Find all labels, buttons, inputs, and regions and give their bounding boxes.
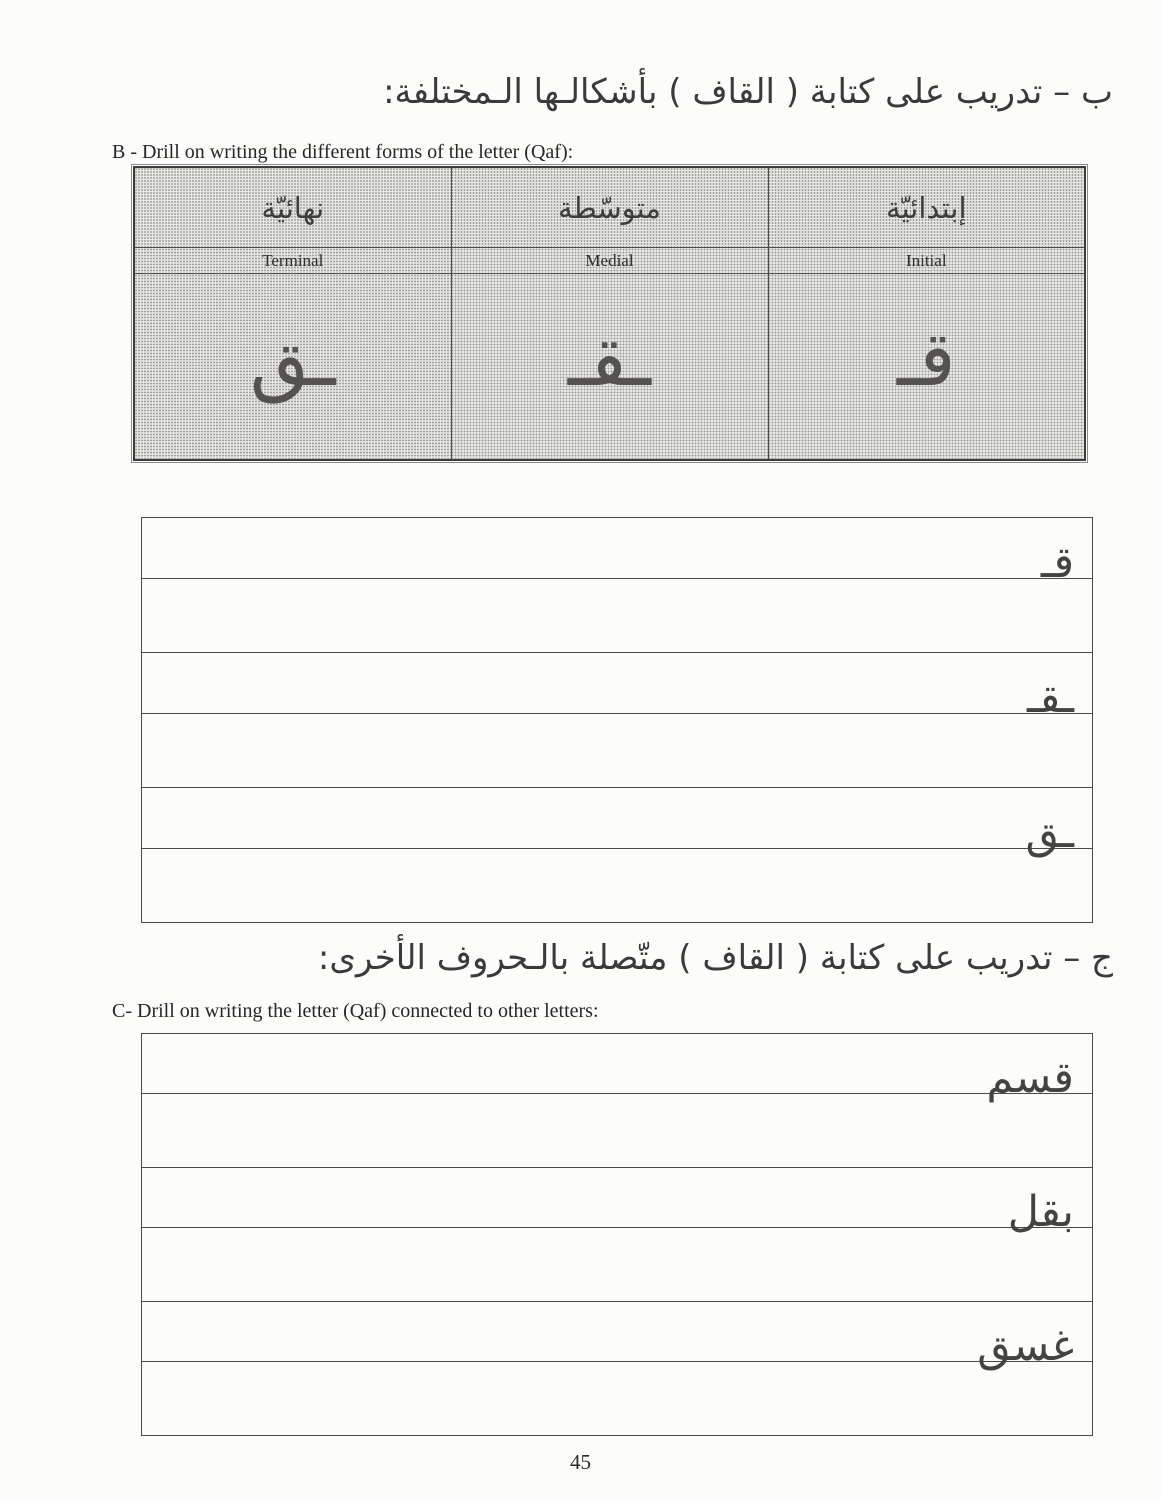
section-b-practice-lines xyxy=(141,517,1093,923)
model-letter-initial: قـ xyxy=(1040,538,1074,588)
practice-row xyxy=(142,788,1092,858)
section-c-heading-english: C- Drill on writing the letter (Qaf) connected to other letters: xyxy=(112,1000,599,1022)
practice-row-blank xyxy=(142,714,1092,788)
practice-row-blank xyxy=(142,1362,1092,1436)
practice-row xyxy=(142,1034,1092,1103)
qaf-forms-table xyxy=(133,166,1086,461)
practice-row-blank xyxy=(142,1228,1092,1302)
terminal-label-english: Terminal xyxy=(134,248,451,274)
section-c-heading-arabic: ج – تدريب على كتابة ( القاف ) متّصلة بالـحروف الأخرى: xyxy=(317,938,1113,978)
initial-form-cell xyxy=(768,274,1085,461)
model-word-qism: قسم xyxy=(986,1053,1074,1103)
section-b-heading-arabic: ب – تدريب على كتابة ( القاف ) بأشكالـها الـمختلفة: xyxy=(383,72,1113,112)
medial-label-english: Medial xyxy=(451,248,768,274)
practice-row xyxy=(142,1302,1092,1371)
qaf-initial-form: قـ xyxy=(896,314,956,403)
table-letter-row xyxy=(134,274,1085,461)
model-letter-terminal: ـق xyxy=(1025,808,1074,858)
section-c-practice-lines xyxy=(141,1033,1093,1436)
practice-row-blank xyxy=(142,1094,1092,1168)
initial-label-arabic: إبتدائيّة xyxy=(768,167,1085,248)
model-letter-medial: ـقـ xyxy=(1027,673,1074,723)
medial-form-cell xyxy=(451,274,768,461)
model-word-ghasaq: غسق xyxy=(977,1321,1074,1371)
table-english-label-row xyxy=(134,248,1085,274)
qaf-terminal-form: ـق xyxy=(249,314,336,403)
terminal-form-cell xyxy=(134,274,451,461)
model-word-baql: بقل xyxy=(1007,1187,1074,1237)
table-arabic-label-row xyxy=(134,167,1085,248)
practice-row xyxy=(142,1168,1092,1237)
qaf-medial-form: ـقـ xyxy=(568,314,651,403)
terminal-label-arabic: نهائيّة xyxy=(134,167,451,248)
section-b-heading-english: B - Drill on writing the different forms of the letter (Qaf): xyxy=(112,141,574,163)
practice-row-blank xyxy=(142,849,1092,923)
page-number: 45 xyxy=(570,1450,591,1474)
practice-row-blank xyxy=(142,579,1092,653)
practice-row xyxy=(142,518,1092,588)
initial-label-english: Initial xyxy=(768,248,1085,274)
practice-row xyxy=(142,653,1092,723)
medial-label-arabic: متوسّطة xyxy=(451,167,768,248)
